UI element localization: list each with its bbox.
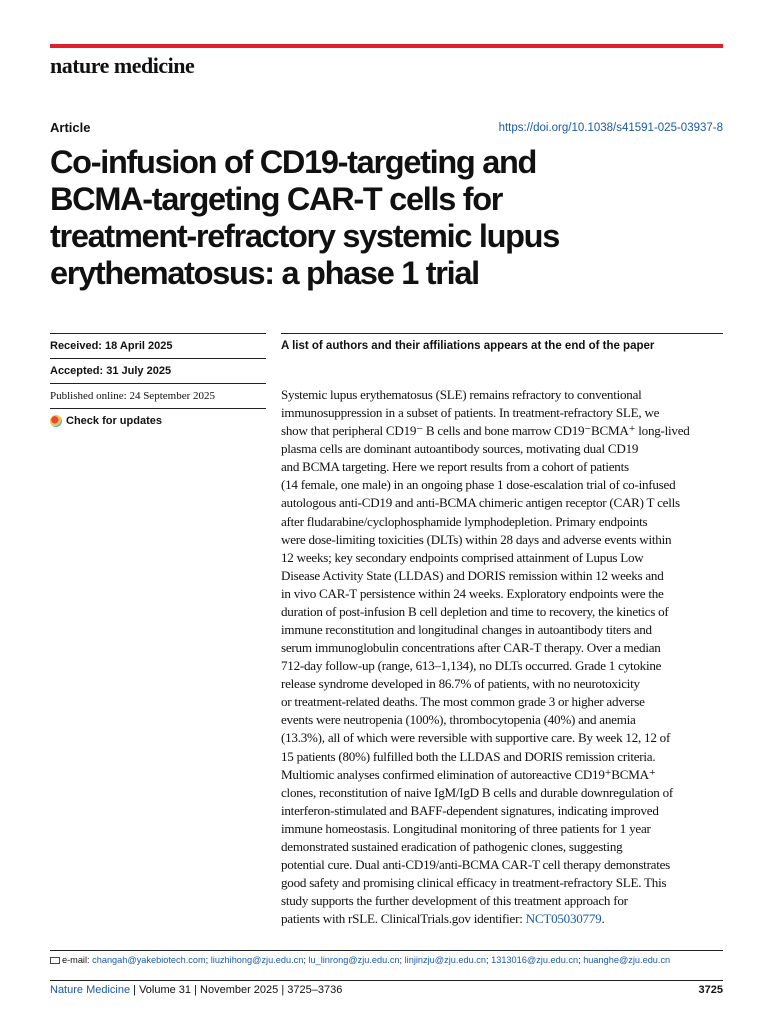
abstract-line: interferon-stimulated and BAFF-dependent signatures, indicating improved	[281, 802, 659, 818]
abstract-line: 12 weeks; key secondary endpoints comprised attainment of Lupus Low	[281, 549, 644, 565]
title-line: erythematosus: a phase 1 trial	[50, 255, 479, 291]
email-separator: ;	[303, 955, 309, 965]
check-updates-row	[50, 408, 266, 433]
email-address-link[interactable]: 1313016@zju.edu.cn	[491, 955, 579, 965]
abstract-line: immune homeostasis. Longitudinal monitoring of three patients for 1 year	[281, 820, 651, 836]
abstract-line: (13.3%), all of which were reversible with supportive care. By week 12, 12 of	[281, 730, 671, 746]
footer-divider	[50, 980, 723, 981]
footer-citation	[50, 984, 342, 996]
abstract-last-suffix: .	[601, 911, 605, 927]
abstract-line: duration of post-infusion B cell depletion and time to recovery, the kinetics of	[281, 603, 669, 619]
page-number: 3725	[698, 984, 723, 996]
footer-details: | Volume 31 | November 2025 | 3725–3736	[130, 984, 343, 996]
abstract-line: events were neutropenia (100%), thrombocytopenia (40%) and anemia	[281, 712, 636, 728]
abstract-line: and BCMA targeting. Here we report results from a cohort of patients	[281, 459, 629, 475]
abstract	[281, 386, 727, 928]
footer-journal-link[interactable]: Nature Medicine	[50, 984, 131, 996]
check-for-updates-button[interactable]	[50, 415, 162, 427]
abstract-line: clones, reconstitution of naive IgM/IgD B cells and durable downregulation of	[281, 784, 674, 800]
abstract-line: or treatment-related deaths. The most common grade 3 or higher adverse	[281, 694, 645, 710]
abstract-line: serum immunoglobulin concentrations after CAR-T therapy. Over a median	[281, 640, 661, 656]
header-red-bar	[50, 44, 723, 48]
abstract-line: demonstrated sustained eradication of pathogenic clones, suggesting	[281, 838, 623, 854]
abstract-line: Multiomic analyses confirmed elimination of autoreactive CD19⁺BCMA⁺	[281, 766, 656, 782]
abstract-line: immune reconstitution and longitudinal changes in autoantibody titers and	[281, 622, 652, 638]
abstract-line: potential cure. Dual anti-CD19/anti-BCMA CAR-T cell therapy demonstrates	[281, 857, 671, 873]
email-address-link[interactable]: huanghe@zju.edu.cn	[583, 955, 671, 965]
email-list	[92, 955, 670, 965]
article-title	[50, 144, 730, 292]
email-label: e-mail:	[62, 955, 93, 965]
abstract-line: Systemic lupus erythematosus (SLE) remains refractory to conventional	[281, 387, 642, 402]
abstract-line: plasma cells are dominant autoantibody sources, motivating dual CD19	[281, 441, 639, 457]
clinical-trial-link[interactable]: NCT05030779	[525, 911, 602, 927]
check-updates-icon	[50, 415, 62, 427]
abstract-line: release syndrome developed in 86.7% of patients, with no neurotoxicity	[281, 676, 640, 692]
email-separator: ;	[485, 955, 492, 965]
email-separator: ;	[578, 955, 584, 965]
abstract-line: (14 female, one male) in an ongoing phase 1 dose-escalation trial of co-infused	[281, 477, 676, 493]
envelope-icon	[50, 957, 60, 964]
received-date: Received: 18 April 2025	[50, 333, 266, 358]
title-line: Co-infusion of CD19-targeting and	[50, 144, 537, 180]
email-separator: ;	[205, 955, 211, 965]
email-row	[50, 950, 723, 965]
email-address-link[interactable]: lu_linrong@zju.edu.cn	[308, 955, 400, 965]
abstract-line: Disease Activity State (LLDAS) and DORIS remission within 12 weeks and	[281, 567, 664, 583]
abstract-line: were dose-limiting toxicities (DLTs) within 28 days and adverse events within	[281, 531, 672, 547]
authors-note: A list of authors and their affiliations appears at the end of the paper	[281, 333, 723, 352]
abstract-line-last	[281, 910, 727, 928]
abstract-line: good safety and promising clinical efficacy in treatment-refractory SLE. This	[281, 875, 667, 891]
abstract-line: 712-day follow-up (range, 613–1,134), no DLTs occurred. Grade 1 cytokine	[281, 658, 662, 674]
check-updates-label: Check for updates	[66, 415, 162, 427]
abstract-line: study supports the further development of this treatment approach for	[281, 893, 628, 909]
abstract-line: immunosuppression in a subset of patients. In treatment-refractory SLE, we	[281, 405, 660, 421]
journal-logo[interactable]: nature medicine	[50, 53, 195, 78]
accepted-date: Accepted: 31 July 2025	[50, 358, 266, 383]
abstract-line: in vivo CAR-T persistence within 24 weeks. Exploratory endpoints were the	[281, 585, 664, 601]
article-type-label: Article	[50, 120, 91, 135]
article-dates	[50, 333, 266, 433]
email-separator: ;	[399, 955, 405, 965]
email-address-link[interactable]: liuzhihong@zju.edu.cn	[210, 955, 304, 965]
abstract-line: 15 patients (80%) fulfilled both the LLDAS and DORIS remission criteria.	[281, 748, 656, 764]
title-line: BCMA-targeting CAR-T cells for	[50, 181, 503, 217]
abstract-line: autologous anti-CD19 and anti-BCMA chimeric antigen receptor (CAR) T cells	[281, 495, 680, 511]
abstract-last-prefix: patients with rSLE. ClinicalTrials.gov identifier:	[281, 911, 526, 927]
published-date: Published online: 24 September 2025	[50, 383, 266, 408]
title-line: treatment-refractory systemic lupus	[50, 218, 559, 254]
abstract-line: after fludarabine/cyclophosphamide lymphodepletion. Primary endpoints	[281, 513, 648, 529]
abstract-line: show that peripheral CD19⁻ B cells and bone marrow CD19⁻BCMA⁺ long-lived	[281, 423, 690, 439]
email-address-link[interactable]: linjinzju@zju.edu.cn	[404, 955, 486, 965]
doi-link[interactable]: https://doi.org/10.1038/s41591-025-03937-8	[498, 122, 723, 134]
email-address-link[interactable]: changah@yakebiotech.com	[92, 955, 206, 965]
